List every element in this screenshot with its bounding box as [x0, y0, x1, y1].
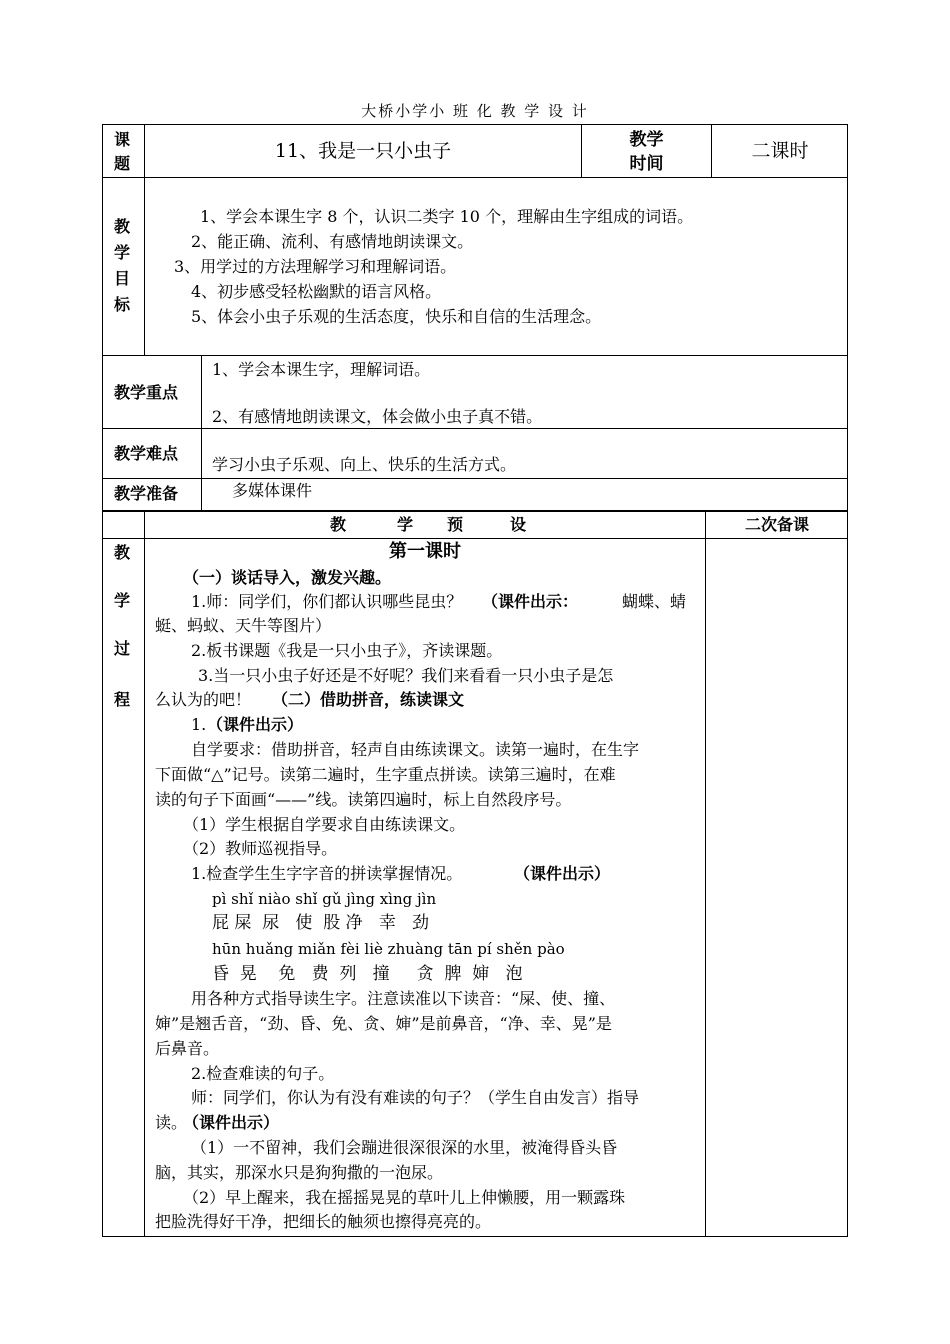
difficulty-label: 教学难点: [114, 444, 179, 463]
plan-line: （课件出示）: [183, 1113, 280, 1132]
plan-line: （课件出示）: [514, 864, 611, 883]
plan-header: 预: [447, 515, 464, 534]
lesson-title: 11、我是一只小虫子: [274, 140, 452, 162]
prep-label: 教学准备: [114, 484, 179, 503]
key-item: 2、有感情地朗读课文，体会做小虫子真不错。: [212, 407, 543, 426]
plan-line: （1）学生根据自学要求自由练读课文。: [183, 815, 466, 834]
plan-line: 3.当一只小虫子好还是不好呢？我们来看看一只小虫子是怎: [198, 666, 614, 685]
plan-header: 学: [397, 515, 414, 534]
pinyin-row: pì shǐ niào shǐ gǔ jìng xìng jìn: [212, 890, 437, 908]
plan-line: 婶”是翘舌音，“劲、昏、免、贪、婶”是前鼻音，“净、幸、晃”是: [155, 1014, 612, 1033]
goal-item: 1、学会本课生字 8 个，认识二类字 10 个，理解由生字组成的词语。: [200, 207, 694, 226]
time-label-1: 教学: [629, 130, 664, 150]
plan-line: 脑，其实，那深水只是狗狗撒的一泡尿。: [155, 1163, 444, 1182]
goals-label-1: 教: [114, 217, 131, 236]
process-label-1: 教: [114, 543, 131, 562]
plan-line: 2.板书课题《我是一只小虫子》，齐读课题。: [191, 641, 503, 660]
plan-line: 师：同学们，你认为有没有难读的句子？（学生自由发言）指导: [191, 1088, 640, 1107]
page-header: 大桥小学小 班 化 教 学 设 计: [361, 102, 589, 120]
goal-item: 4、初步感受轻松幽默的语言风格。: [191, 282, 442, 301]
plan-line: 1.检查学生生字字音的拼读掌握情况。: [191, 864, 463, 883]
goals-label-3: 目: [114, 269, 131, 288]
plan-line: 蝴蝶、蜻: [622, 592, 687, 611]
plan-line: （1）一不留神，我们会蹦进很深很深的水里，被淹得昏头昏: [191, 1138, 618, 1157]
difficulty-text: 学习小虫子乐观、向上、快乐的生活方式。: [212, 455, 517, 474]
plan-line: 把脸洗得好干净，把细长的触须也擦得亮亮的。: [155, 1212, 492, 1231]
process-label-4: 程: [114, 690, 131, 709]
plan-line: 2.检查难读的句子。: [191, 1064, 335, 1083]
plan-line: 蜓、蚂蚁、天牛等图片）: [155, 616, 332, 635]
plan-line: （二）借助拼音，练读课文: [272, 690, 465, 709]
plan-line: 用各种方式指导读生字。注意读准以下读音：“屎、使、撞、: [191, 989, 616, 1008]
second-prep-header: 二次备课: [744, 515, 809, 534]
character-row: 屁 屎 尿 使 股 净 幸 劲: [212, 913, 430, 933]
plan-line: 读。: [155, 1113, 188, 1132]
plan-line: 读的句子下面画“——”线。读第四遍时，标上自然段序号。: [155, 790, 572, 809]
plan-header: 教: [330, 515, 347, 534]
topic-label-1: 课: [114, 130, 131, 149]
plan-line: （课件出示）: [207, 715, 304, 734]
time-value: 二课时: [751, 140, 809, 162]
character-row: 昏 晃 免 费 列 撞 贪 脾 婶 泡: [212, 964, 523, 984]
plan-line: （2）早上醒来，我在摇摇晃晃的草叶儿上伸懒腰，用一颗露珠: [183, 1188, 626, 1207]
goal-item: 3、用学过的方法理解学习和理解词语。: [174, 257, 457, 276]
key-item: 1、学会本课生字，理解词语。: [212, 360, 431, 379]
plan-line: （课件出示：: [482, 592, 579, 611]
prep-text: 多媒体课件: [232, 481, 313, 500]
plan-line: 自学要求：借助拼音，轻声自由练读课文。读第一遍时，在生字: [191, 740, 640, 759]
time-label-2: 时间: [629, 154, 664, 174]
goals-label-4: 标: [114, 295, 131, 314]
pinyin-row: hūn huǎng miǎn fèi liè zhuàng tān pí shěn pào: [212, 940, 565, 958]
topic-label-2: 题: [114, 154, 131, 173]
plan-line: 1.师：同学们，你们都认识哪些昆虫？: [191, 592, 463, 611]
plan-line: 下面做“△”记号。读第二遍时，生字重点拼读。读第三遍时，在难: [155, 765, 616, 784]
process-label-2: 学: [114, 591, 131, 610]
plan-line: （2）教师巡视指导。: [183, 839, 338, 858]
key-label: 教学重点: [114, 383, 179, 402]
plan-header: 设: [510, 515, 527, 534]
plan-line: 么认为的吧！: [155, 690, 252, 709]
section-title: 第一课时: [389, 541, 461, 562]
plan-line: 1.: [191, 715, 207, 734]
goals-label-2: 学: [114, 243, 131, 262]
process-label-3: 过: [114, 639, 131, 658]
plan-line: 后鼻音。: [155, 1039, 220, 1058]
goal-item: 5、体会小虫子乐观的生活态度，快乐和自信的生活理念。: [191, 307, 602, 326]
goal-item: 2、能正确、流利、有感情地朗读课文。: [191, 232, 474, 251]
plan-line: （一）谈话导入，激发兴趣。: [183, 568, 392, 587]
